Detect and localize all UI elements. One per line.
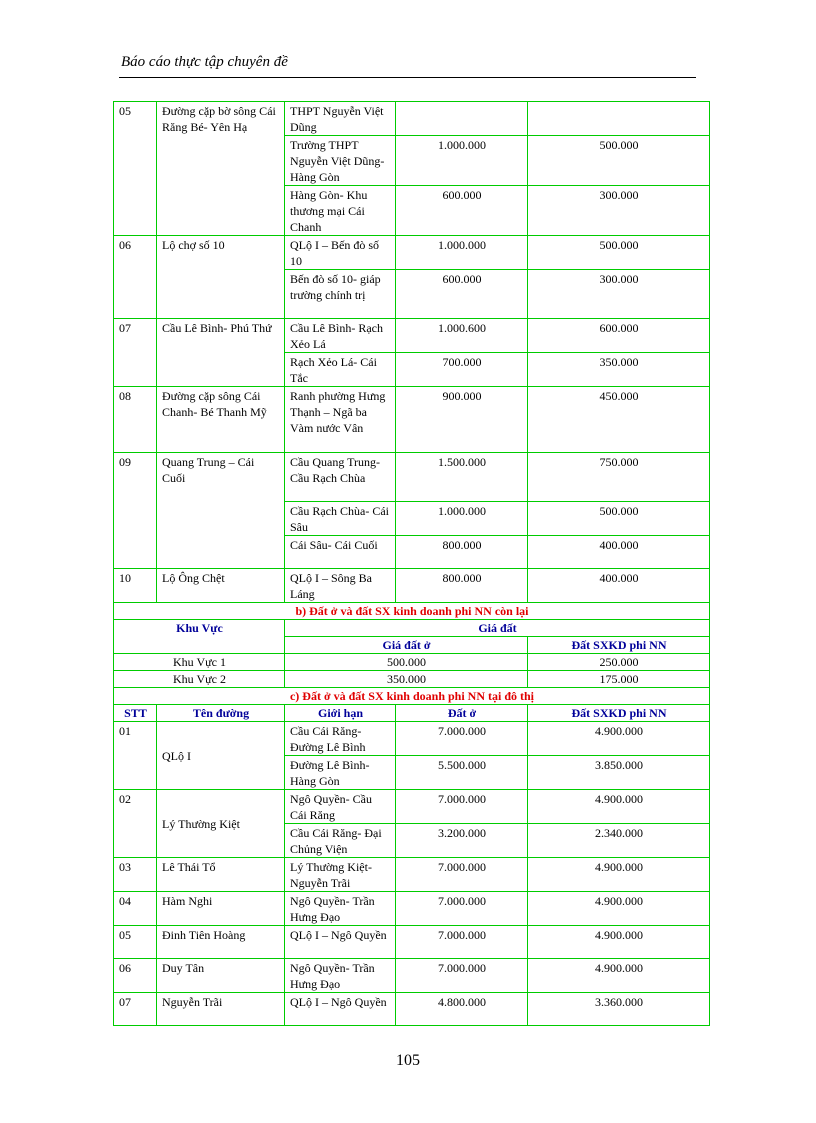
residential-price-cell: 5.500.000: [396, 756, 528, 790]
section-c-heading-row: [114, 688, 710, 705]
business-price-cell: 400.000: [528, 569, 710, 603]
section-c-heading: [114, 688, 710, 705]
gia-dat-header: Giá đất: [285, 620, 710, 637]
residential-price-cell: 700.000: [396, 353, 528, 387]
limit-cell: Trường THPT Nguyễn Việt Dũng- Hàng Gòn: [285, 136, 396, 186]
stt-cell: 09: [114, 453, 157, 569]
business-price-cell: 750.000: [528, 453, 710, 502]
table-row: [114, 790, 710, 824]
limit-cell: Cầu Rạch Chùa- Cái Sâu: [285, 502, 396, 536]
table-row: [114, 892, 710, 926]
table-row: [114, 569, 710, 603]
limit-header: Giới hạn: [285, 705, 396, 722]
limit-cell: Ngô Quyền- Trần Hưng Đạo: [285, 959, 396, 993]
road-name-cell: Duy Tân: [157, 959, 285, 993]
residential-price-cell: 3.200.000: [396, 824, 528, 858]
limit-cell: Cầu Cái Răng- Đường Lê Bình: [285, 722, 396, 756]
header-rule: [119, 77, 696, 78]
residential-price-cell: 7.000.000: [396, 959, 528, 993]
business-price-cell: 450.000: [528, 387, 710, 453]
limit-cell: Cầu Cái Răng- Đại Chủng Viện: [285, 824, 396, 858]
table-row: [114, 236, 710, 270]
limit-cell: Ngô Quyền- Trần Hưng Đạo: [285, 892, 396, 926]
limit-cell: QLộ I – Bến đò số 10: [285, 236, 396, 270]
road-name-cell: Đinh Tiên Hoàng: [157, 926, 285, 959]
residential-price-cell: [396, 102, 528, 136]
section-b-heading-row: [114, 603, 710, 620]
limit-cell: Lý Thường Kiệt- Nguyễn Trãi: [285, 858, 396, 892]
business-price-cell: 4.900.000: [528, 790, 710, 824]
road-name-cell: Lộ chợ số 10: [157, 236, 285, 319]
business-price-cell: 300.000: [528, 186, 710, 236]
stt-cell: 03: [114, 858, 157, 892]
residential-price-cell: 1.000.000: [396, 136, 528, 186]
limit-cell: QLộ I – Sông Ba Láng: [285, 569, 396, 603]
road-name-cell: QLộ I: [157, 722, 285, 790]
table-row: [114, 993, 710, 1026]
residential-price-cell: 800.000: [396, 569, 528, 603]
residential-price-cell: 7.000.000: [396, 790, 528, 824]
business-price-cell: 4.900.000: [528, 926, 710, 959]
stt-cell: 06: [114, 236, 157, 319]
road-name-cell: Hàm Nghi: [157, 892, 285, 926]
table-row: [114, 453, 710, 502]
document-header-title: Báo cáo thực tập chuyên đề: [121, 54, 288, 70]
business-header: Đất SXKD phi NN: [528, 705, 710, 722]
gia-dat-o-header: Giá đất ở: [285, 637, 528, 654]
section-c-prefix: c): [289, 689, 300, 703]
residential-price-cell: 350.000: [285, 671, 528, 688]
residential-price-cell: 600.000: [396, 270, 528, 319]
business-price-cell: 4.900.000: [528, 892, 710, 926]
stt-cell: 05: [114, 102, 157, 236]
stt-cell: 10: [114, 569, 157, 603]
table-row: [114, 959, 710, 993]
page-number: 105: [396, 1052, 420, 1069]
road-name-cell: Lộ Ông Chệt: [157, 569, 285, 603]
limit-cell: Hàng Gòn- Khu thương mại Cái Chanh: [285, 186, 396, 236]
stt-cell: 05: [114, 926, 157, 959]
section-c-header-row: [114, 705, 710, 722]
residential-price-cell: 800.000: [396, 536, 528, 569]
road-name-cell: Cầu Lê Bình- Phú Thứ: [157, 319, 285, 387]
road-name-cell: Nguyễn Trãi: [157, 993, 285, 1026]
stt-cell: 01: [114, 722, 157, 790]
table-row: [114, 858, 710, 892]
residential-price-cell: 600.000: [396, 186, 528, 236]
business-price-cell: 500.000: [528, 502, 710, 536]
section-b-prefix: b): [295, 604, 307, 618]
table-row: [114, 671, 710, 688]
section-c-title: Đất ở và đất SX kinh doanh phi NN tại đô thị: [302, 689, 535, 703]
business-price-cell: 4.900.000: [528, 722, 710, 756]
section-b-header-row: [114, 620, 710, 637]
residential-price-cell: 4.800.000: [396, 993, 528, 1026]
table-row: [114, 654, 710, 671]
residential-price-cell: 1.000.600: [396, 319, 528, 353]
business-price-cell: 300.000: [528, 270, 710, 319]
limit-cell: THPT Nguyễn Việt Dũng: [285, 102, 396, 136]
road-name-cell: Đường cặp bờ sông Cái Răng Bé- Yên Hạ: [157, 102, 285, 236]
residential-price-cell: 1.000.000: [396, 236, 528, 270]
business-price-cell: 175.000: [528, 671, 710, 688]
business-price-cell: 500.000: [528, 136, 710, 186]
business-price-cell: 400.000: [528, 536, 710, 569]
table-row: [114, 722, 710, 756]
residential-price-cell: 7.000.000: [396, 892, 528, 926]
limit-cell: Bến đò số 10- giáp trường chính trị: [285, 270, 396, 319]
limit-cell: Ngô Quyền- Cầu Cái Răng: [285, 790, 396, 824]
stt-cell: 02: [114, 790, 157, 858]
limit-cell: QLộ I – Ngô Quyền: [285, 993, 396, 1026]
residential-price-cell: 1.500.000: [396, 453, 528, 502]
residential-price-cell: 7.000.000: [396, 858, 528, 892]
limit-cell: Cầu Lê Bình- Rạch Xẻo Lá: [285, 319, 396, 353]
section-b-heading: [114, 603, 710, 620]
road-name-cell: Lý Thường Kiệt: [157, 790, 285, 858]
business-price-cell: 250.000: [528, 654, 710, 671]
stt-cell: 07: [114, 993, 157, 1026]
table-row: [114, 319, 710, 353]
business-price-cell: [528, 102, 710, 136]
table-row: [114, 102, 710, 136]
business-price-cell: 3.850.000: [528, 756, 710, 790]
section-b-title: Đất ở và đất SX kinh doanh phi NN còn lại: [309, 604, 529, 618]
road-name-cell: Đường cặp sông Cái Chanh- Bé Thanh Mỹ: [157, 387, 285, 453]
limit-cell: Cầu Quang Trung- Cầu Rạch Chùa: [285, 453, 396, 502]
limit-cell: Rạch Xẻo Lá- Cái Tắc: [285, 353, 396, 387]
residential-price-cell: 7.000.000: [396, 926, 528, 959]
residential-price-cell: 7.000.000: [396, 722, 528, 756]
business-price-cell: 2.340.000: [528, 824, 710, 858]
limit-cell: Đường Lê Bình- Hàng Gòn: [285, 756, 396, 790]
residential-price-cell: 500.000: [285, 654, 528, 671]
road-header: Tên đường: [157, 705, 285, 722]
stt-cell: 07: [114, 319, 157, 387]
area-cell: Khu Vực 1: [114, 654, 285, 671]
residential-price-cell: 900.000: [396, 387, 528, 453]
limit-cell: Cái Sâu- Cái Cuối: [285, 536, 396, 569]
table-row: [114, 926, 710, 959]
residential-header: Đất ở: [396, 705, 528, 722]
limit-cell: QLộ I – Ngô Quyền: [285, 926, 396, 959]
business-price-cell: 600.000: [528, 319, 710, 353]
business-price-cell: 3.360.000: [528, 993, 710, 1026]
land-price-table: [113, 101, 710, 1026]
stt-cell: 06: [114, 959, 157, 993]
stt-cell: 04: [114, 892, 157, 926]
road-name-cell: Quang Trung – Cái Cuối: [157, 453, 285, 569]
business-price-cell: 4.900.000: [528, 858, 710, 892]
business-price-cell: 4.900.000: [528, 959, 710, 993]
khu-vuc-header: Khu Vực: [114, 620, 285, 654]
table-row: [114, 387, 710, 453]
business-price-cell: 350.000: [528, 353, 710, 387]
limit-cell: Ranh phường Hưng Thạnh – Ngã ba Vàm nước Vân: [285, 387, 396, 453]
residential-price-cell: 1.000.000: [396, 502, 528, 536]
area-cell: Khu Vực 2: [114, 671, 285, 688]
road-name-cell: Lê Thái Tổ: [157, 858, 285, 892]
stt-cell: 08: [114, 387, 157, 453]
dat-sxkd-header: Đất SXKD phi NN: [528, 637, 710, 654]
stt-header: STT: [114, 705, 157, 722]
business-price-cell: 500.000: [528, 236, 710, 270]
